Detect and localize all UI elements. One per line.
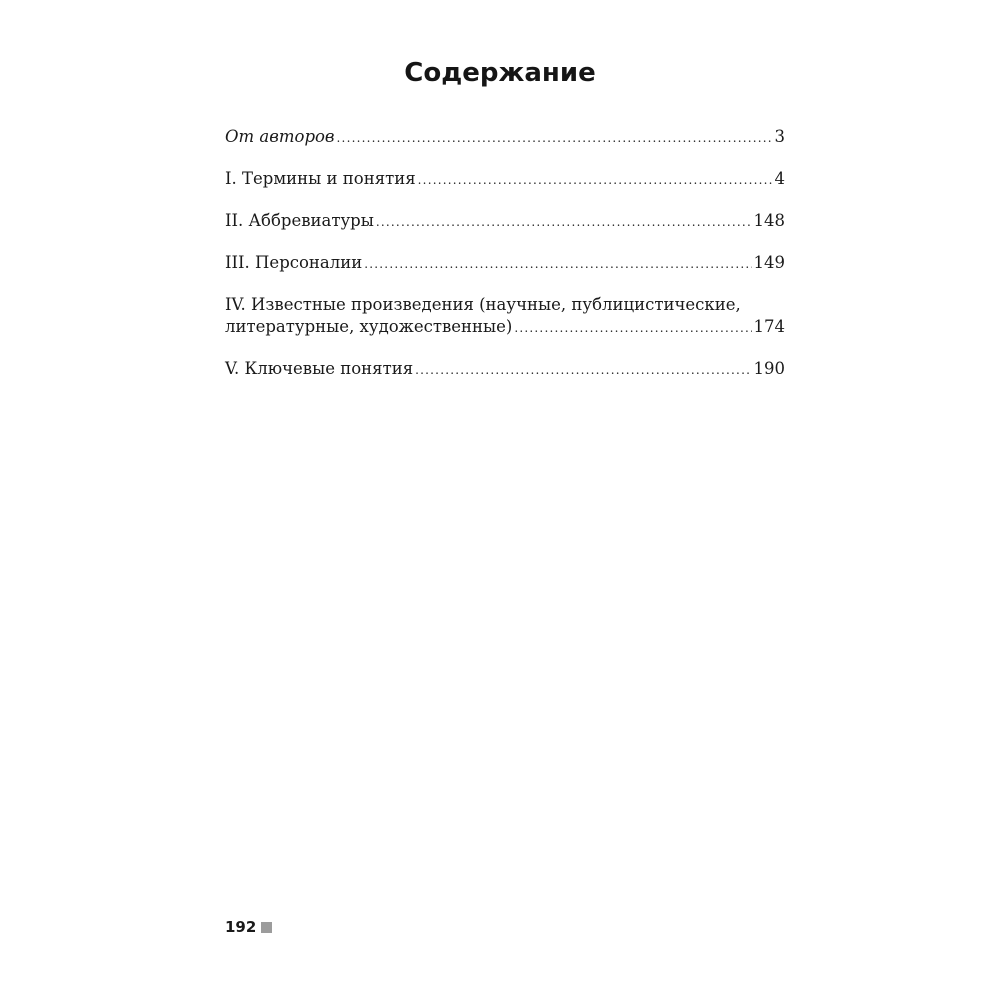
toc-entry-abbreviations[interactable]	[225, 210, 785, 232]
toc-entry-label-line2: литературные, художественные)	[225, 317, 513, 336]
toc-entry-label: От авторов	[225, 127, 335, 146]
page-title: Содержание	[404, 58, 596, 88]
toc-entry-label: III. Персоналии	[225, 253, 363, 272]
toc-entry-page: 174	[753, 317, 785, 336]
toc-entry-page: 148	[753, 211, 785, 230]
toc-entry-authors[interactable]	[225, 126, 785, 148]
toc-entry-label: I. Термины и понятия	[225, 169, 416, 188]
dot-leader	[514, 317, 751, 339]
toc-entry-label-line1: IV. Известные произведения (научные, публицистические,	[225, 295, 741, 314]
toc-entry-page: 149	[753, 253, 785, 272]
toc-entry-personalities[interactable]	[225, 252, 785, 274]
footer-square-icon	[261, 922, 272, 933]
page-number: 192	[225, 918, 257, 936]
toc-entry-key-concepts[interactable]	[225, 358, 785, 380]
toc-entry-page: 4	[774, 169, 785, 188]
toc-entry-label: V. Ключевые понятия	[225, 359, 414, 378]
dot-leader	[376, 211, 752, 233]
dot-leader	[418, 169, 773, 191]
toc-entry-page: 190	[753, 359, 785, 378]
dot-leader	[364, 253, 751, 275]
toc-entry-works[interactable]	[225, 294, 785, 338]
table-of-contents	[225, 126, 785, 380]
toc-entry-terms[interactable]	[225, 168, 785, 190]
dot-leader	[415, 359, 751, 381]
dot-leader	[337, 127, 773, 149]
page-footer	[225, 918, 272, 936]
toc-entry-label: II. Аббревиатуры	[225, 211, 374, 230]
toc-entry-page: 3	[774, 127, 785, 146]
